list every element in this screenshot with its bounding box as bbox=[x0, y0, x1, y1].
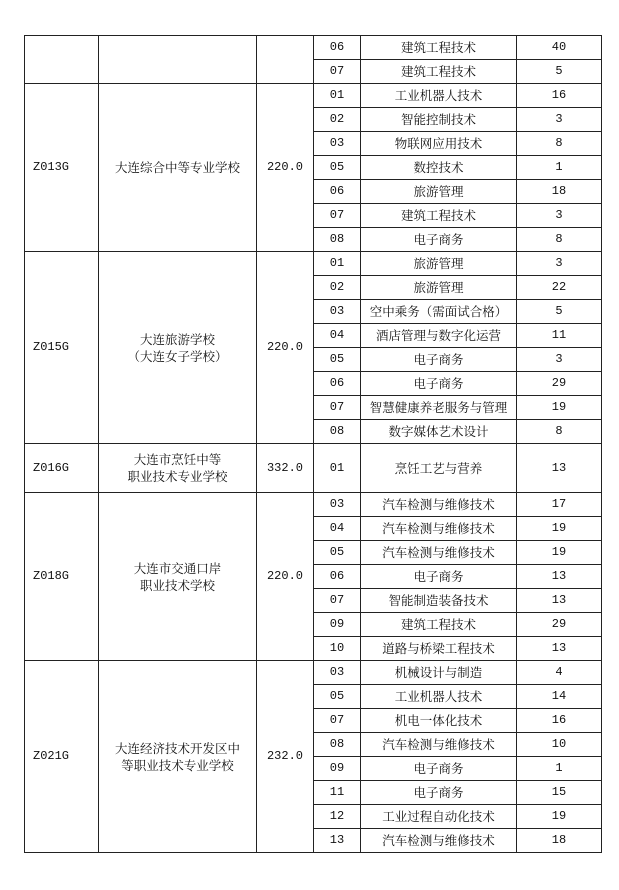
table-row bbox=[25, 84, 602, 108]
quota-cell: 4 bbox=[517, 661, 602, 685]
table-row bbox=[25, 444, 602, 493]
quota-cell: 3 bbox=[517, 252, 602, 276]
table-row bbox=[25, 252, 602, 276]
major-code-cell: 09 bbox=[314, 613, 361, 637]
quota-cell: 18 bbox=[517, 829, 602, 853]
major-name-cell: 汽车检测与维修技术 bbox=[361, 829, 517, 853]
major-name-cell: 建筑工程技术 bbox=[361, 36, 517, 60]
quota-cell: 8 bbox=[517, 420, 602, 444]
quota-cell: 10 bbox=[517, 733, 602, 757]
major-name-cell: 智能控制技术 bbox=[361, 108, 517, 132]
school-name-line: 大连综合中等专业学校 bbox=[114, 160, 240, 175]
school-code-cell: Z021G bbox=[25, 661, 99, 853]
quota-cell: 15 bbox=[517, 781, 602, 805]
major-name-cell: 汽车检测与维修技术 bbox=[361, 517, 517, 541]
major-code-cell: 05 bbox=[314, 685, 361, 709]
major-code-cell: 07 bbox=[314, 589, 361, 613]
major-code-cell: 12 bbox=[314, 805, 361, 829]
quota-cell: 1 bbox=[517, 156, 602, 180]
quota-cell: 8 bbox=[517, 132, 602, 156]
table-row bbox=[25, 36, 602, 60]
major-name-cell: 烹饪工艺与营养 bbox=[361, 444, 517, 493]
major-code-cell: 08 bbox=[314, 733, 361, 757]
major-name-cell: 数字媒体艺术设计 bbox=[361, 420, 517, 444]
major-code-cell: 03 bbox=[314, 493, 361, 517]
major-code-cell: 07 bbox=[314, 709, 361, 733]
quota-cell: 19 bbox=[517, 396, 602, 420]
major-code-cell: 03 bbox=[314, 132, 361, 156]
major-name-cell: 建筑工程技术 bbox=[361, 60, 517, 84]
min-score-cell: 220.0 bbox=[257, 252, 314, 444]
school-name-line: 大连市烹饪中等 bbox=[133, 452, 222, 467]
quota-cell: 5 bbox=[517, 300, 602, 324]
quota-cell: 13 bbox=[517, 637, 602, 661]
school-code-cell: Z016G bbox=[25, 444, 99, 493]
major-code-cell: 10 bbox=[314, 637, 361, 661]
school-code-cell bbox=[25, 36, 99, 84]
school-name-line: 大连旅游学校 bbox=[139, 331, 215, 347]
quota-cell: 16 bbox=[517, 84, 602, 108]
quota-cell: 29 bbox=[517, 613, 602, 637]
quota-cell: 40 bbox=[517, 36, 602, 60]
major-code-cell: 06 bbox=[314, 180, 361, 204]
major-name-cell: 汽车检测与维修技术 bbox=[361, 733, 517, 757]
quota-cell: 14 bbox=[517, 685, 602, 709]
quota-cell: 3 bbox=[517, 204, 602, 228]
major-name-cell: 旅游管理 bbox=[361, 252, 517, 276]
major-code-cell: 07 bbox=[314, 396, 361, 420]
major-name-cell: 旅游管理 bbox=[361, 180, 517, 204]
major-code-cell: 06 bbox=[314, 565, 361, 589]
school-name-cell bbox=[99, 661, 257, 853]
major-name-cell: 汽车检测与维修技术 bbox=[361, 541, 517, 565]
table-row bbox=[25, 493, 602, 517]
school-name-line: 大连市交通口岸 bbox=[133, 560, 222, 576]
major-name-cell: 工业机器人技术 bbox=[361, 84, 517, 108]
major-code-cell: 09 bbox=[314, 757, 361, 781]
major-name-cell: 机电一体化技术 bbox=[361, 709, 517, 733]
school-name-line: 职业技术专业学校 bbox=[127, 469, 228, 484]
major-name-cell: 智能制造装备技术 bbox=[361, 589, 517, 613]
major-name-cell: 数控技术 bbox=[361, 156, 517, 180]
major-code-cell: 04 bbox=[314, 517, 361, 541]
quota-cell: 13 bbox=[517, 565, 602, 589]
major-code-cell: 01 bbox=[314, 444, 361, 493]
major-code-cell: 06 bbox=[314, 36, 361, 60]
major-name-cell: 机械设计与制造 bbox=[361, 661, 517, 685]
school-name-cell bbox=[99, 493, 257, 661]
school-name-line: 大连经济技术开发区中 bbox=[114, 740, 240, 756]
major-name-cell: 建筑工程技术 bbox=[361, 613, 517, 637]
major-code-cell: 03 bbox=[314, 300, 361, 324]
major-name-cell: 工业机器人技术 bbox=[361, 685, 517, 709]
school-code-cell: Z015G bbox=[25, 252, 99, 444]
quota-cell: 11 bbox=[517, 324, 602, 348]
major-code-cell: 05 bbox=[314, 348, 361, 372]
quota-cell: 13 bbox=[517, 444, 602, 493]
major-code-cell: 07 bbox=[314, 60, 361, 84]
quota-cell: 3 bbox=[517, 108, 602, 132]
school-name-line: （大连女子学校） bbox=[127, 348, 228, 364]
school-name-line: 职业技术学校 bbox=[139, 577, 215, 593]
quota-cell: 19 bbox=[517, 541, 602, 565]
major-name-cell: 建筑工程技术 bbox=[361, 204, 517, 228]
school-name-cell bbox=[99, 84, 257, 252]
major-name-cell: 旅游管理 bbox=[361, 276, 517, 300]
min-score-cell: 220.0 bbox=[257, 84, 314, 252]
quota-cell: 8 bbox=[517, 228, 602, 252]
quota-cell: 5 bbox=[517, 60, 602, 84]
major-code-cell: 05 bbox=[314, 156, 361, 180]
quota-cell: 19 bbox=[517, 805, 602, 829]
major-name-cell: 物联网应用技术 bbox=[361, 132, 517, 156]
major-code-cell: 08 bbox=[314, 420, 361, 444]
major-code-cell: 02 bbox=[314, 276, 361, 300]
quota-cell: 29 bbox=[517, 372, 602, 396]
quota-cell: 3 bbox=[517, 348, 602, 372]
major-code-cell: 02 bbox=[314, 108, 361, 132]
major-code-cell: 07 bbox=[314, 204, 361, 228]
major-code-cell: 01 bbox=[314, 252, 361, 276]
table-row bbox=[25, 661, 602, 685]
major-code-cell: 11 bbox=[314, 781, 361, 805]
school-name-line: 等职业技术专业学校 bbox=[121, 757, 234, 773]
major-code-cell: 05 bbox=[314, 541, 361, 565]
major-name-cell: 酒店管理与数字化运营 bbox=[361, 324, 517, 348]
min-score-cell: 332.0 bbox=[257, 444, 314, 493]
major-name-cell: 空中乘务（需面试合格） bbox=[361, 300, 517, 324]
major-name-cell: 电子商务 bbox=[361, 565, 517, 589]
major-name-cell: 电子商务 bbox=[361, 781, 517, 805]
quota-cell: 13 bbox=[517, 589, 602, 613]
quota-cell: 22 bbox=[517, 276, 602, 300]
major-code-cell: 04 bbox=[314, 324, 361, 348]
enrollment-table bbox=[24, 35, 602, 853]
quota-cell: 17 bbox=[517, 493, 602, 517]
major-name-cell: 电子商务 bbox=[361, 372, 517, 396]
major-code-cell: 01 bbox=[314, 84, 361, 108]
school-code-cell: Z018G bbox=[25, 493, 99, 661]
major-code-cell: 08 bbox=[314, 228, 361, 252]
major-name-cell: 电子商务 bbox=[361, 348, 517, 372]
major-name-cell: 工业过程自动化技术 bbox=[361, 805, 517, 829]
major-code-cell: 13 bbox=[314, 829, 361, 853]
school-name-cell bbox=[99, 444, 257, 493]
school-name-cell bbox=[99, 252, 257, 444]
quota-cell: 16 bbox=[517, 709, 602, 733]
min-score-cell bbox=[257, 36, 314, 84]
major-name-cell: 智慧健康养老服务与管理 bbox=[361, 396, 517, 420]
major-name-cell: 电子商务 bbox=[361, 228, 517, 252]
major-name-cell: 道路与桥梁工程技术 bbox=[361, 637, 517, 661]
school-name-cell bbox=[99, 36, 257, 84]
major-name-cell: 电子商务 bbox=[361, 757, 517, 781]
school-code-cell: Z013G bbox=[25, 84, 99, 252]
min-score-cell: 220.0 bbox=[257, 493, 314, 661]
quota-cell: 19 bbox=[517, 517, 602, 541]
quota-cell: 18 bbox=[517, 180, 602, 204]
major-code-cell: 06 bbox=[314, 372, 361, 396]
quota-cell: 1 bbox=[517, 757, 602, 781]
major-name-cell: 汽车检测与维修技术 bbox=[361, 493, 517, 517]
major-code-cell: 03 bbox=[314, 661, 361, 685]
min-score-cell: 232.0 bbox=[257, 661, 314, 853]
